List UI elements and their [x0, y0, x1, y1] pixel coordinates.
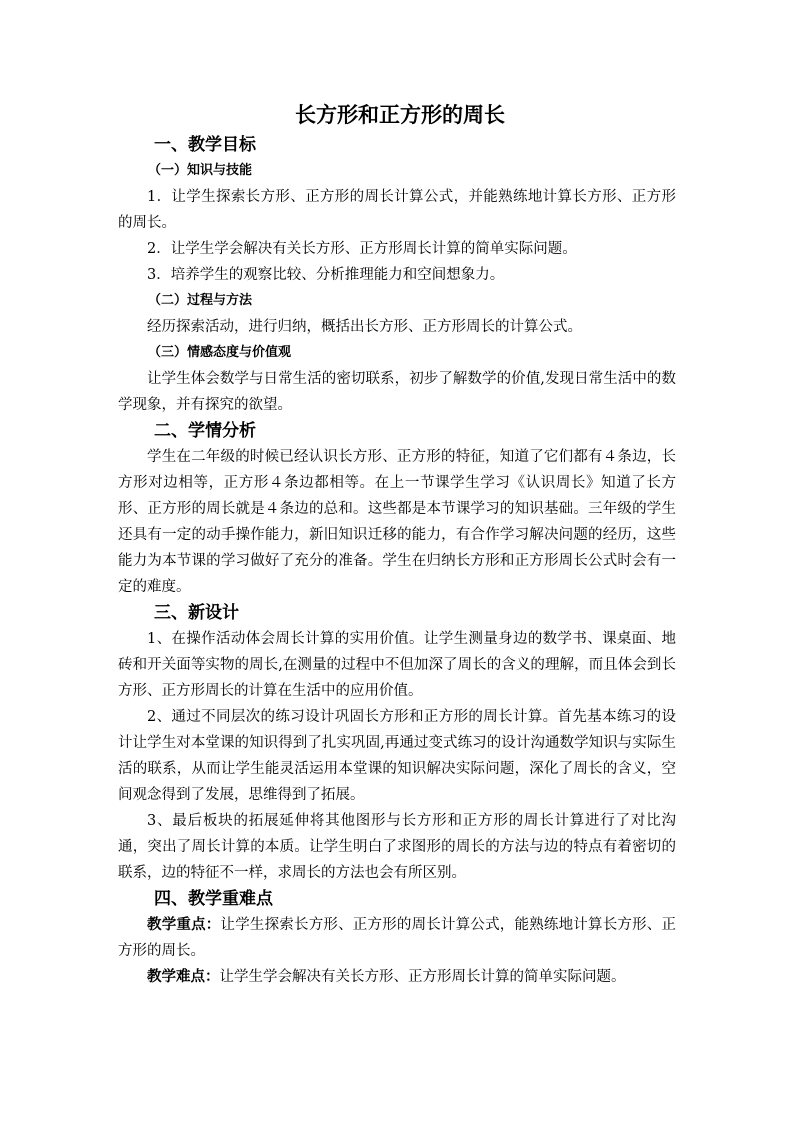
key-point-text: 让学生探索长方形、正方形的周长计算公式，能熟练地计算长方形、正方形的周长。 [118, 917, 676, 959]
paragraph-design-1: 1、在操作活动体会周长计算的实用价值。让学生测量身边的数学书、课桌面、地砖和开关面等实物的周长,在测量的过程中不但加深了周长的含义的理解，而且体会到长方形、正方形周长的计算在生活中的应用价值。 [118, 631, 676, 699]
paragraph-goal-3: 3．培养学生的观察比较、分析推理能力和空间想象力。 [147, 267, 505, 283]
paragraph-design-3: 3、最后板块的拓展延伸将其他图形与长方形和正方形的周长计算进行了对比沟通，突出了周长计算的本质。让学生明白了求图形的周长的方法与边的特点有着密切的联系，边的特征不一样，求周长的方法也会有所区别。 [118, 813, 676, 881]
key-point-label: 教学重点： [147, 916, 221, 933]
document-body [118, 98, 676, 990]
paragraph-attitude: 让学生体会数学与日常生活的密切联系，初步了解数学的价值,发现日常生活中的数学现象，并有探究的欲望。 [118, 371, 676, 413]
paragraph-goal-2: 2．让学生学会解决有关长方形、正方形周长计算的简单实际问题。 [147, 241, 577, 257]
paragraph-goal-1: 1．让学生探索长方形、正方形的周长计算公式，并能熟练地计算长方形、正方形的周长。 [118, 189, 676, 231]
subheading-process-methods: （二）过程与方法 [148, 293, 253, 308]
section-heading-design: 三、新设计 [154, 603, 239, 623]
subheading-attitude-values: （三）情感态度与价值观 [148, 345, 292, 360]
paragraph-key-point [118, 912, 676, 964]
paragraph-design-2: 2、通过不同层次的练习设计巩固长方形和正方形的周长计算。首先基本练习的设计让学生对本堂课的知识得到了扎实巩固,再通过变式练习的设计沟通数学知识与实际生活的联系，从而让学生能灵活运用本堂课的知识解决实际问题，深化了周长的含义，空间观念得到了发展，思维得到了拓展。 [118, 709, 676, 803]
difficult-point-label: 教学难点： [147, 968, 220, 985]
paragraph-process: 经历探索活动，进行归纳，概括出长方形、正方形周长的计算公式。 [147, 319, 582, 335]
section-heading-goals: 一、教学目标 [154, 135, 256, 155]
difficult-point-text: 让学生学会解决有关长方形、正方形周长计算的简单实际问题。 [219, 969, 626, 985]
section-heading-analysis: 二、学情分析 [154, 421, 256, 441]
paragraph-analysis: 学生在二年级的时候已经认识长方形、正方形的特征，知道了它们都有４条边，长方形对边相等，正方形４条边都相等。在上一节课学生学习《认识周长》知道了长方形、正方形的周长就是４条边的总和。这些都是本节课学习的知识基础。三年级的学生还具有一定的动手操作能力，新旧知识迁移的能力，有合作学习解决问题的经历，这些能力为本节课的学习做好了充分的准备。学生在归纳长方形和正方形周长公式时会有一定的难度。 [118, 449, 676, 595]
subheading-knowledge-skills: （一）知识与技能 [148, 163, 253, 178]
paragraph-difficult-point [118, 964, 676, 990]
section-heading-focus: 四、教学重难点 [154, 889, 273, 909]
document-title: 长方形和正方形的周长 [295, 102, 505, 127]
